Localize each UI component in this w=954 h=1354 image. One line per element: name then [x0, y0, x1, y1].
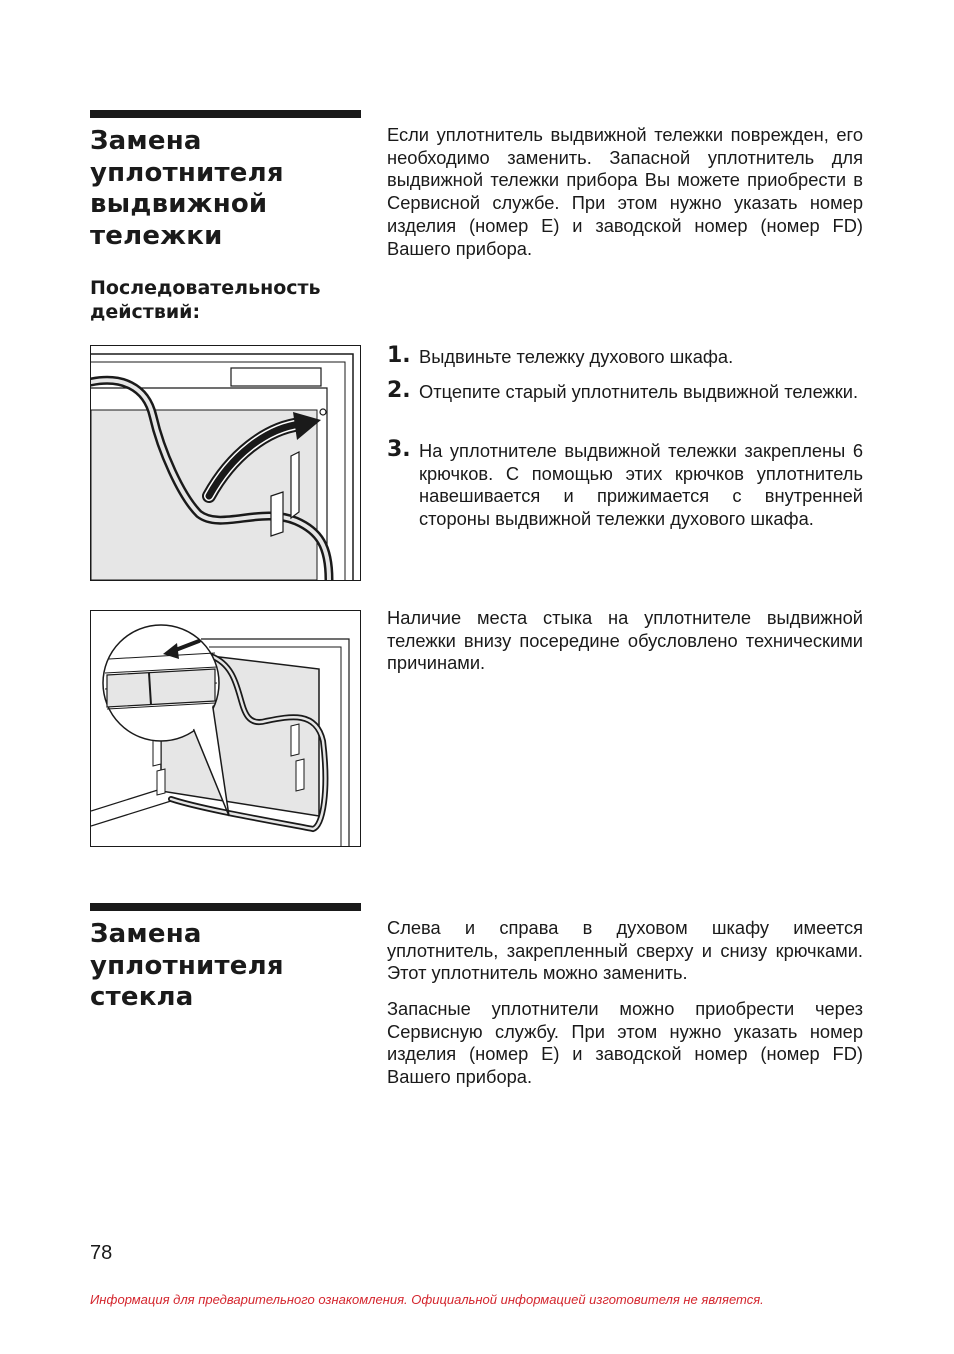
glass-seal-paragraph-2: Запасные уплотнители можно приобрести через Сервисную службу. При этом нужно указать номер изделия (номер E) и заводской номер (номер FD) Вашего прибора. — [387, 998, 863, 1088]
step-3-text: На уплотнителе выдвижной тележки закреплены 6 крючков. С помощью этих крючков уплотнитель навешивается и прижимается с внутренней стороны выдвижной тележки духового шкафа. — [419, 440, 863, 530]
steps-subheading: Последовательность действий: — [90, 277, 321, 323]
intro-paragraph: Если уплотнитель выдвижной тележки поврежден, его необходимо заменить. Запасной уплотнитель для выдвижной тележки прибора Вы можете приобрести в Сервисной службе. При этом нужно указать номер изделия (номер E) и заводской номер (номер FD) Вашего прибора. — [387, 124, 863, 259]
step-2-text: Отцепите старый уплотнитель выдвижной тележки. — [419, 381, 859, 402]
section-rule-top — [90, 110, 361, 118]
figure-seal-joint — [90, 610, 361, 847]
step-1-number: 1. — [387, 343, 411, 368]
section-rule-glass — [90, 903, 361, 911]
oven-tray-seal-illustration — [91, 346, 360, 580]
seal-joint-illustration — [91, 611, 360, 846]
page-number: 78 — [90, 1242, 113, 1264]
glass-seal-paragraph-1: Слева и справа в духовом шкафу имеется уплотнитель, закрепленный сверху и снизу крючками. Этот уплотнитель можно заменить. — [387, 917, 863, 984]
section-title-tray-seal: Замена уплотнителя выдвижной тележки — [90, 126, 284, 251]
step-2-number: 2. — [387, 378, 411, 403]
footer-disclaimer: Информация для предварительного ознакомления. Официальной информацией изготовителя не является. — [90, 1292, 764, 1307]
step-1-text: Выдвиньте тележку духового шкафа. — [419, 346, 734, 367]
joint-note-paragraph: Наличие места стыка на уплотнителе выдвижной тележки внизу посередине обусловлено техническими причинами. — [387, 607, 863, 674]
figure-remove-seal — [90, 345, 361, 581]
section-title-glass-seal: Замена уплотнителя стекла — [90, 919, 284, 1012]
step-3-number: 3. — [387, 437, 411, 462]
